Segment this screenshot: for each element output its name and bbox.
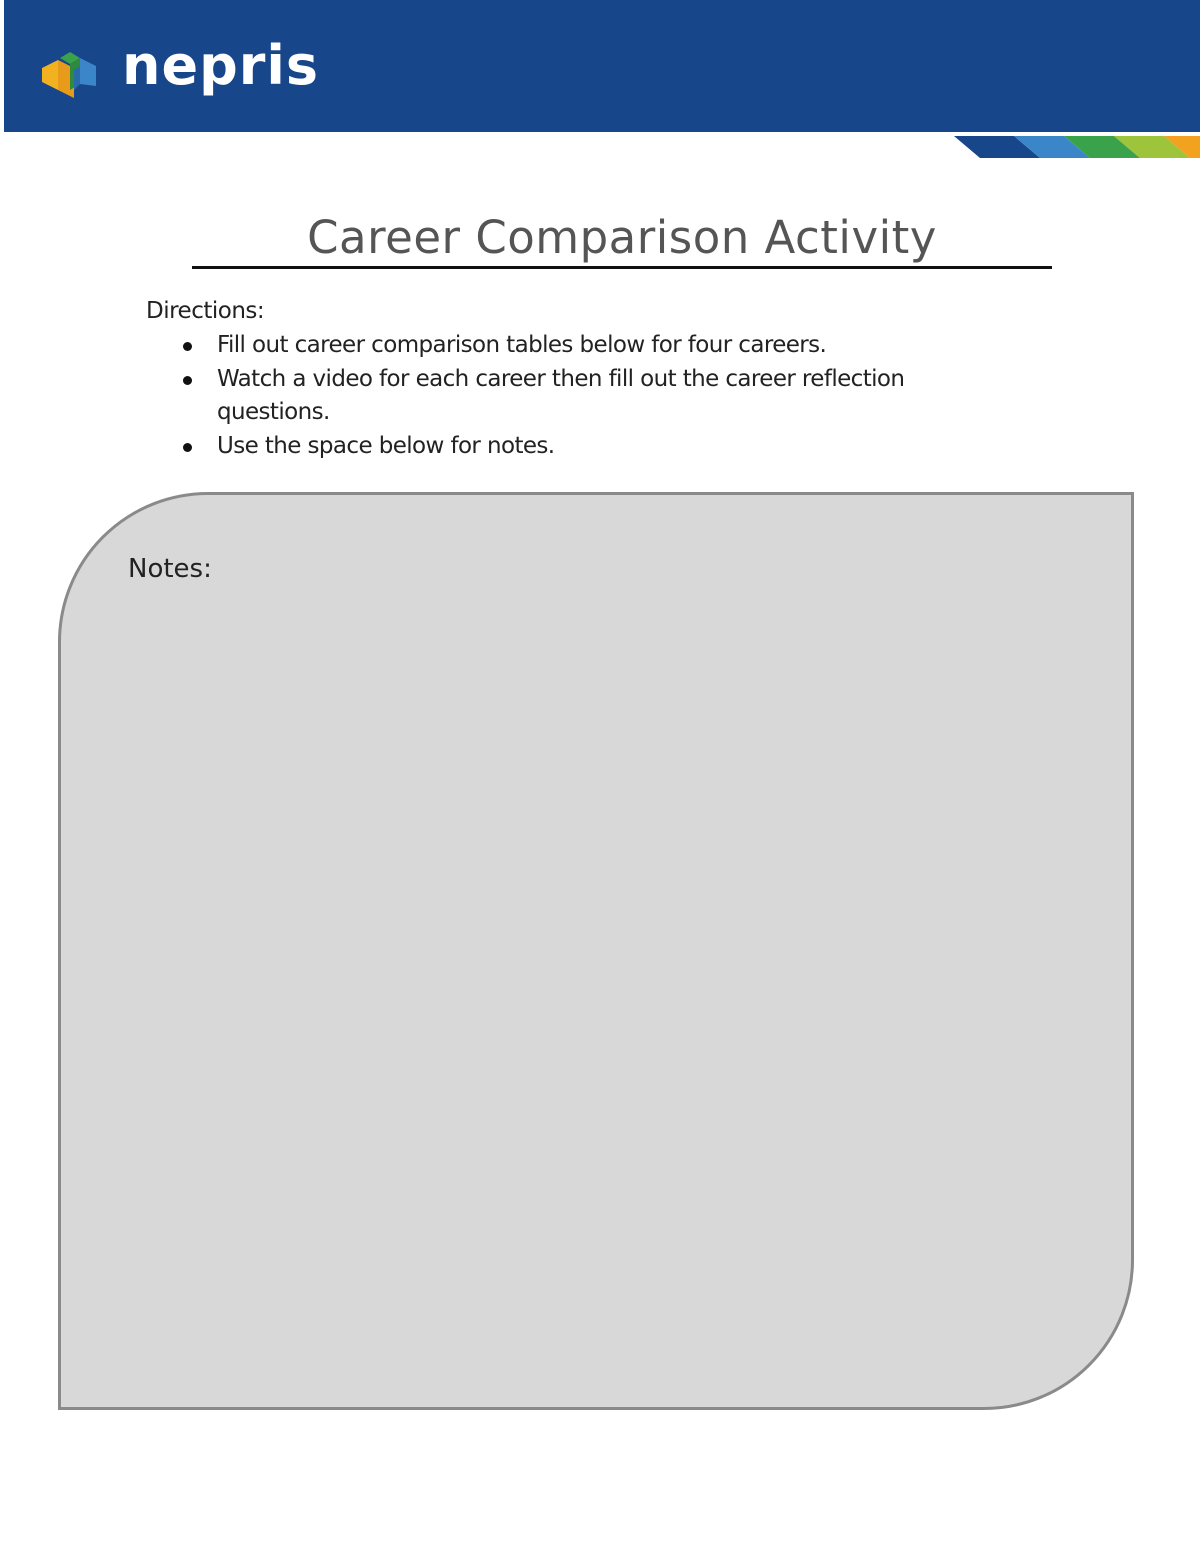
- title-underline: [192, 266, 1052, 269]
- bullet-icon: [183, 342, 192, 351]
- directions-list: [180, 329, 960, 464]
- page-title: Career Comparison Activity: [307, 211, 937, 264]
- bullet-icon: [183, 443, 192, 452]
- color-stripes-decoration: [950, 136, 1200, 160]
- list-item: [180, 430, 960, 463]
- header-bar: [4, 0, 1200, 132]
- bullet-icon: [183, 376, 192, 385]
- nepris-cube-logo-icon: [40, 44, 98, 100]
- list-item: [180, 329, 960, 362]
- list-item-text-continued: questions.: [217, 399, 330, 425]
- list-item: [180, 363, 960, 429]
- list-item-text: Use the space below for notes.: [217, 433, 555, 459]
- directions-label: Directions:: [146, 298, 265, 324]
- brand-name: nepris: [122, 34, 320, 97]
- list-item-text: Fill out career comparison tables below for four careers.: [217, 332, 827, 358]
- notes-label: Notes:: [128, 554, 212, 584]
- notes-area[interactable]: [58, 492, 1134, 1410]
- list-item-text: Watch a video for each career then fill out the career reflection: [217, 366, 905, 392]
